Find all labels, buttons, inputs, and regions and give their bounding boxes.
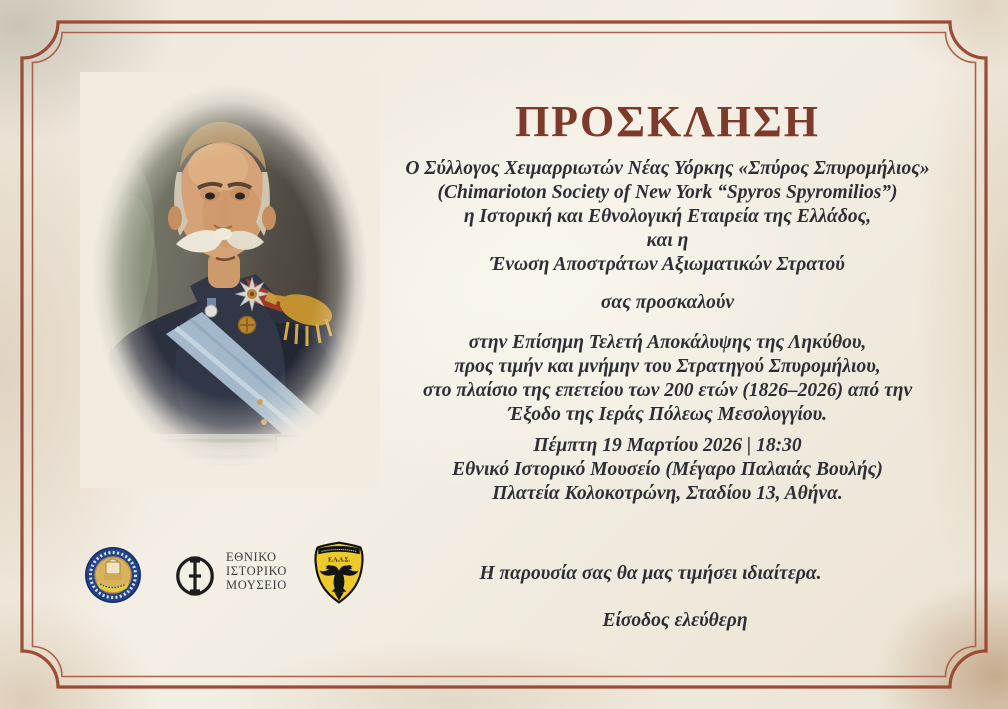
host-line: Ένωση Αποστράτων Αξιωματικών Στρατού [490, 254, 845, 275]
event-datetime: Πέμπτη 19 Μαρτίου 2026 | 18:30 [533, 435, 802, 456]
historical-museum-monogram-icon [172, 552, 218, 598]
host-line: (Chimarioton Society of New York “Spyros Spyromilios”) [437, 182, 898, 203]
event-line: στην Επίσημη Τελετή Αποκάλυψης της Ληκύθου, [468, 332, 867, 353]
museum-wordmark [226, 551, 287, 592]
event-line: Έξοδο της Ιεράς Πόλεως Μεσολογγίου. [507, 404, 828, 425]
host-line: και η [646, 230, 689, 251]
event-address: Πλατεία Κολοκοτρώνη, Σταδίου 13, Αθήνα. [492, 483, 843, 504]
closing-line: Η παρουσία σας θα μας τιμήσει ιδιαίτερα. [479, 563, 822, 584]
hosts-block [385, 157, 950, 277]
event-line: προς τιμήν και μνήμην του Στρατηγού Σπυρομήλιου, [454, 356, 881, 377]
museum-line: ΕΘΝΙΚΟ [226, 550, 277, 564]
invite-line: σας προσκαλούν [600, 292, 735, 313]
host-line: η Ιστορική και Εθνολογική Εταιρεία της Ελλάδος, [463, 206, 872, 227]
museum-line: ΙΣΤΟΡΙΚΟ [226, 563, 287, 578]
vignette [80, 72, 380, 488]
eaas-label: Ε.Α.Α.Σ. [328, 557, 350, 564]
portrait-image [80, 72, 380, 488]
host-line: Ο Σύλλογος Χειμαρριωτών Νέας Υόρκης «Σπύρος Σπυρομήλιος» [405, 158, 930, 179]
event-venue: Εθνικό Ιστορικό Μουσείο (Μέγαρο Παλαιάς Βουλής) [452, 459, 883, 480]
eaas-shield-icon [312, 541, 366, 604]
museum-line: ΜΟΥΣΕΙΟ [226, 577, 287, 592]
chimarioton-society-seal-icon [84, 546, 142, 604]
event-block [385, 331, 950, 427]
free-entry-line: Είσοδος ελεύθερη [602, 610, 748, 631]
portrait-oval [80, 72, 380, 488]
when-where-block [385, 434, 950, 506]
page-title: ΠΡΟΣΚΛΗΣΗ [514, 97, 821, 146]
event-line: στο πλαίσιο της επετείου των 200 ετών (1826–2026) από την [422, 380, 913, 401]
